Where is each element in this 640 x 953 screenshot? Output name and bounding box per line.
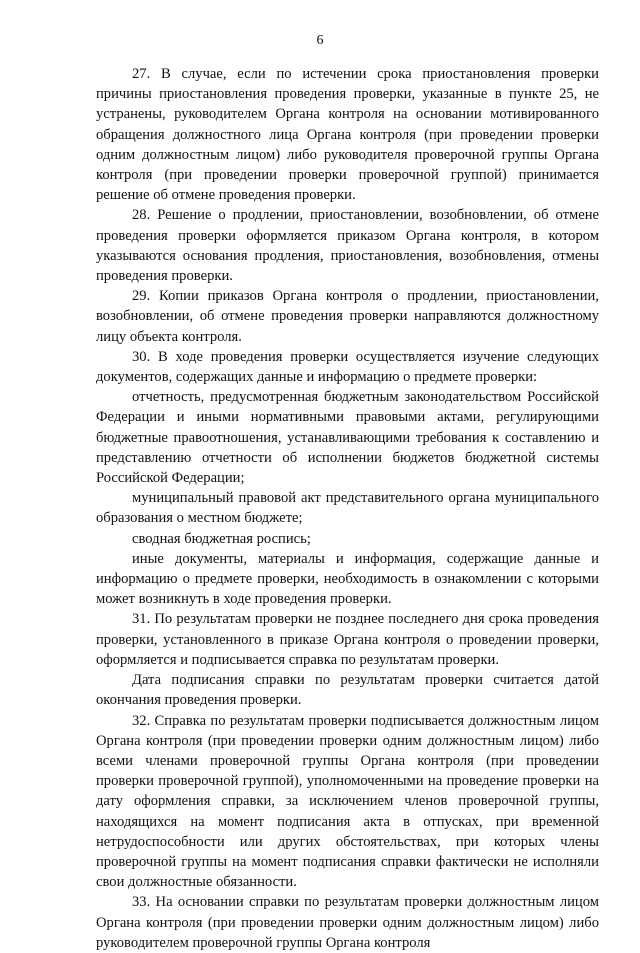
list-item-municipal-act: муниципальный правовой акт представительного органа муниципального образования о местном бюджете; bbox=[96, 490, 599, 527]
document-body bbox=[96, 64, 599, 953]
paragraph-30: 30. В ходе проведения проверки осуществляется изучение следующих документов, содержащих данные и информацию о предмете проверки: bbox=[96, 348, 599, 386]
list-item-reporting: отчетность, предусмотренная бюджетным законодательством Российской Федерации и иными нормативными правовыми актами, регулирующими бюджетные правоотношения, устанавливающими требования к составлению и представлению отчетности об исполнении бюджетов бюджетной системы Российской Федерации; bbox=[96, 389, 599, 487]
paragraph-27: 27. В случае, если по истечении срока приостановления проверки причины приостановления проведения проверки, указанные в пункте 25, не устранены, руководителем Органа контроля на основании мотивированного обращения должностного лица Органа контроля (при проведении проверки одним должностным лицом) либо руководителя проверочной группы Органа контроля (при проведении проверки проверочной группой) принимается решение об отмене проведения проверки. bbox=[96, 66, 599, 204]
paragraph-31: 31. По результатам проверки не позднее последнего дня срока проведения проверки, установленного в приказе Органа контроля о проведении проверки, оформляется и подписывается справка по результатам проверки. bbox=[96, 611, 599, 668]
page-number: 6 bbox=[316, 33, 324, 48]
paragraph-28: 28. Решение о продлении, приостановлении, возобновлении, об отмене проведения проверки оформляется приказом Органа контроля, в котором указываются основания продления, приостановления, возобновления, отмены проведения проверки. bbox=[96, 207, 599, 285]
paragraph-29: 29. Копии приказов Органа контроля о продлении, приостановлении, возобновлении, об отмене проведения проверки направляются должностному лицу объекта контроля. bbox=[96, 288, 599, 345]
list-item-other-documents: иные документы, материалы и информация, содержащие данные и информацию о предмете проверки, необходимость в ознакомлении с которыми может возникнуть в ходе проведения проверки. bbox=[96, 550, 599, 608]
list-item-budget-schedule: сводная бюджетная роспись; bbox=[132, 530, 311, 547]
paragraph-31-date: Дата подписания справки по результатам проверки считается датой окончания проведения проверки. bbox=[96, 672, 599, 709]
paragraph-32: 32. Справка по результатам проверки подписывается должностным лицом Органа контроля (при проведении проверки одним должностным лицом) либо всеми членами проверочной группы Органа контроля (при проведении проверки проверочной группой), уполномоченными на проведение проверки на дату оформления справки, за исключением членов проверочной группы, находящихся на момент подписания акта в отпусках, при временной нетрудоспособности или других обстоятельствах, при которых члены проверочной группы на момент подписания справки фактически не исполняли свои должностные обязанности. bbox=[96, 712, 599, 891]
paragraph-33: 33. На основании справки по результатам проверки должностным лицом Органа контроля (при проведении проверки одним должностным лицом) либо руководителем проверочной группы Органа контроля bbox=[96, 894, 599, 951]
